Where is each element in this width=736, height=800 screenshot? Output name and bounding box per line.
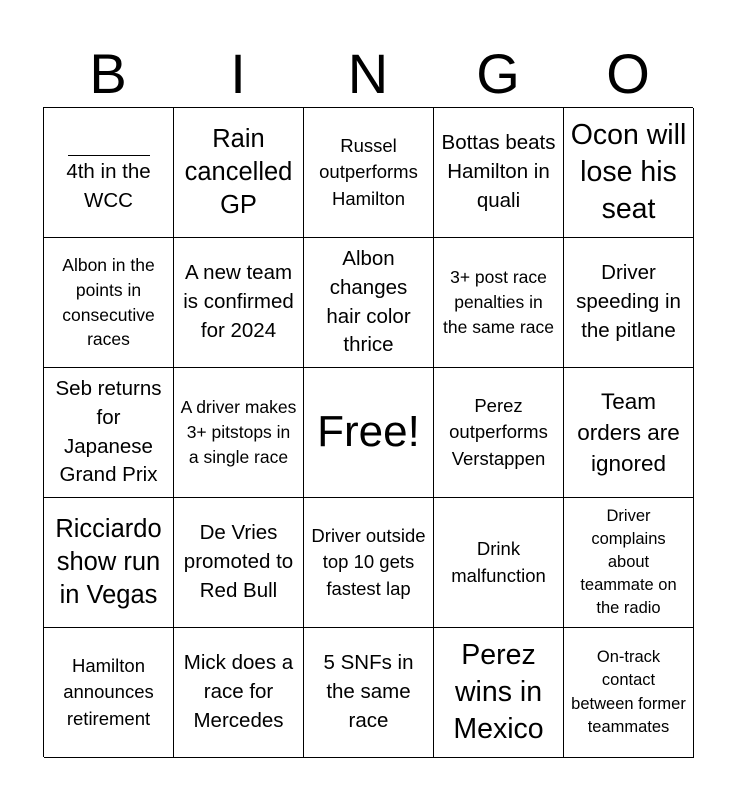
cell-text: Seb returns for Japanese Grand Prix — [55, 377, 162, 487]
cell-text: Drink malfunction — [451, 538, 546, 586]
bingo-cell-2-4[interactable] — [434, 238, 564, 368]
bingo-cell-5-4[interactable] — [434, 628, 564, 758]
bingo-cell-2-2[interactable] — [174, 238, 304, 368]
bingo-cell-5-5[interactable] — [564, 628, 694, 758]
bingo-cell-1-1[interactable] — [44, 108, 174, 238]
cell-text: Albon in the points in consecutive races — [62, 254, 155, 350]
cell-text: Rain cancelled GP — [184, 124, 293, 220]
bingo-cell-3-2[interactable] — [174, 368, 304, 498]
bingo-cell-5-3[interactable] — [304, 628, 434, 758]
header-letter-o: O — [606, 42, 650, 105]
cell-text: Team orders are ignored — [577, 388, 680, 477]
header-letter-i: I — [230, 42, 246, 105]
cell-text: Russel outperforms Hamilton — [319, 135, 418, 209]
cell-text: Driver complains about teammate on the radio — [580, 506, 677, 618]
header-letter-g: G — [476, 42, 520, 105]
bingo-cell-4-4[interactable] — [434, 498, 564, 628]
bingo-cell-5-2[interactable] — [174, 628, 304, 758]
cell-content — [50, 129, 167, 215]
cell-text: Driver speeding in the pitlane — [576, 261, 681, 342]
cell-text: De Vries promoted to Red Bull — [183, 521, 294, 602]
bingo-cell-2-1[interactable] — [44, 238, 174, 368]
bingo-cell-5-1[interactable] — [44, 628, 174, 758]
bingo-cell-3-4[interactable] — [434, 368, 564, 498]
cell-text: On-track contact between former teammates — [571, 648, 686, 736]
bingo-cell-2-5[interactable] — [564, 238, 694, 368]
header-letter-n: N — [347, 42, 389, 105]
cell-text: Bottas beats Hamilton in quali — [441, 131, 556, 212]
bingo-cell-4-2[interactable] — [174, 498, 304, 628]
cell-text: 5 SNFs in the same race — [323, 651, 414, 732]
bingo-cell-3-1[interactable] — [44, 368, 174, 498]
bingo-header — [43, 40, 693, 108]
cell-text: 3+ post race penalties in the same race — [443, 267, 554, 337]
cell-text: Ocon will lose his seat — [570, 118, 687, 226]
cell-text: A new team is confirmed for 2024 — [183, 261, 294, 342]
cell-text: Perez outperforms Verstappen — [449, 395, 548, 469]
cell-text: Perez wins in Mexico — [453, 638, 544, 746]
bingo-cell-free[interactable] — [304, 368, 434, 498]
header-letter-b: B — [89, 42, 127, 105]
bingo-cell-3-5[interactable] — [564, 368, 694, 498]
cell-text: 4th in the WCC — [66, 160, 151, 212]
cell-text: Free! — [317, 407, 420, 457]
bingo-cell-4-1[interactable] — [44, 498, 174, 628]
bingo-grid — [43, 107, 693, 757]
blank-line — [68, 129, 150, 156]
cell-text: Ricciardo show run in Vegas — [55, 514, 162, 610]
bingo-cell-1-5[interactable] — [564, 108, 694, 238]
bingo-cell-1-3[interactable] — [304, 108, 434, 238]
bingo-cell-4-5[interactable] — [564, 498, 694, 628]
bingo-cell-1-4[interactable] — [434, 108, 564, 238]
bingo-cell-4-3[interactable] — [304, 498, 434, 628]
cell-text: Hamilton announces retirement — [63, 655, 154, 729]
bingo-cell-1-2[interactable] — [174, 108, 304, 238]
cell-text: Driver outside top 10 gets fastest lap — [311, 525, 426, 599]
bingo-cell-2-3[interactable] — [304, 238, 434, 368]
cell-text: Albon changes hair color thrice — [326, 247, 411, 357]
cell-text: Mick does a race for Mercedes — [183, 651, 294, 732]
cell-text: A driver makes 3+ pitstops in a single race — [180, 397, 297, 467]
